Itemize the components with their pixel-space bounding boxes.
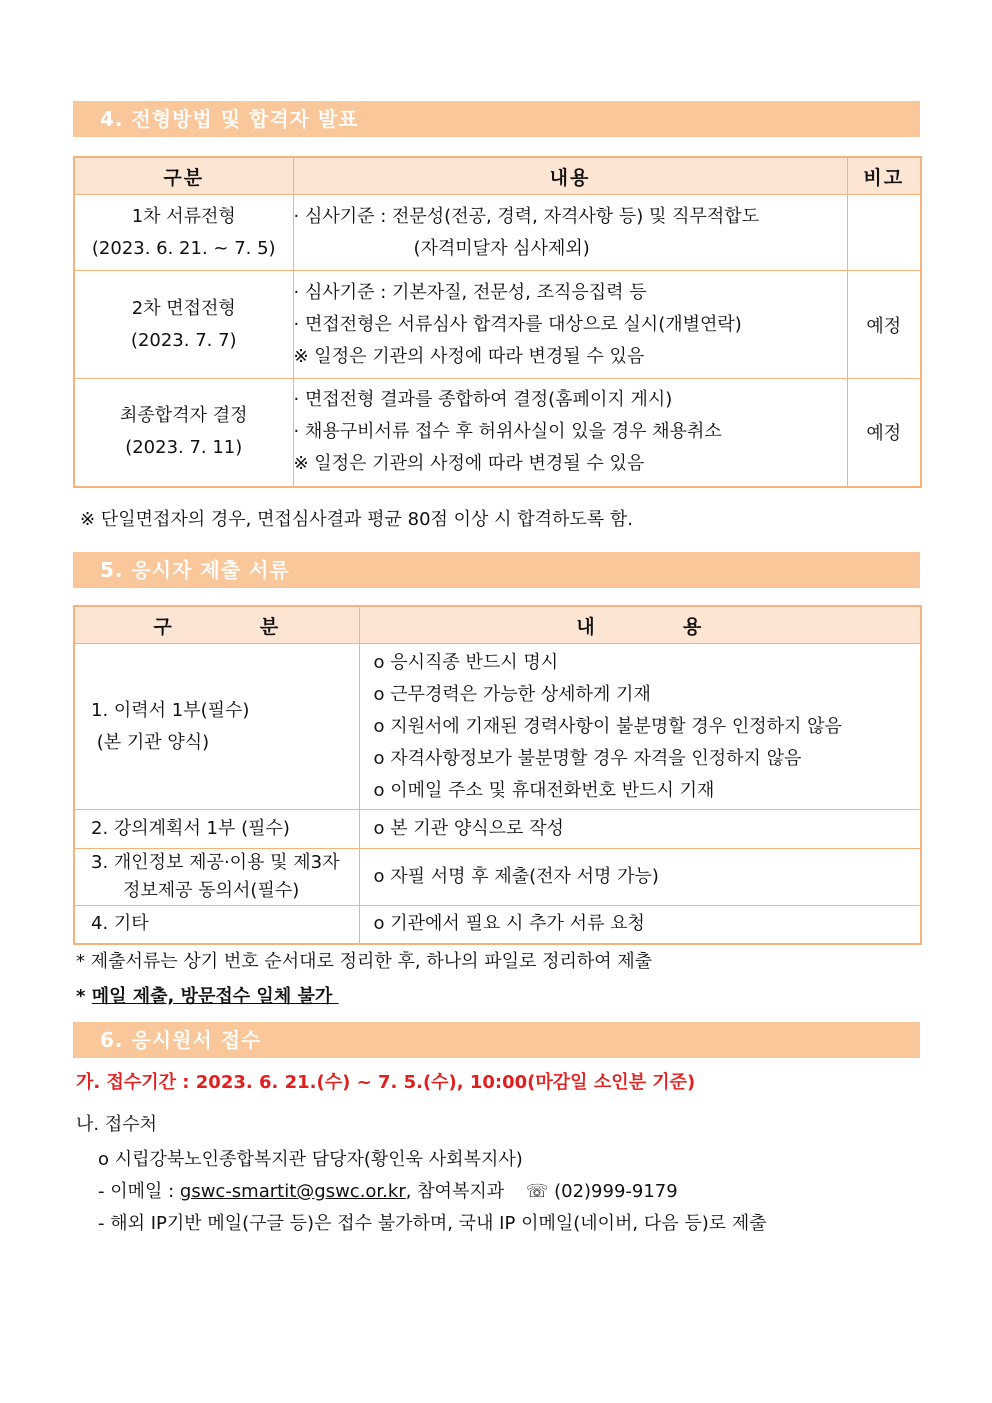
table-row	[74, 271, 921, 379]
content-line: ο 기관에서 필요 시 추가 서류 요청	[373, 913, 645, 935]
section5-note: * 제출서류는 상기 번호 순서대로 정리한 후, 하나의 파일로 정리하여 제출	[76, 951, 653, 972]
table-row	[74, 906, 921, 944]
content-line: ο 자격사항정보가 불분명할 경우 자격을 인정하지 않음	[373, 747, 802, 769]
item-label: 1. 이력서 1부(필수)	[91, 699, 250, 721]
content-line: (자격미달자 심사제외)	[413, 237, 590, 259]
table-row	[74, 849, 921, 906]
content-line: ο 이메일 주소 및 휴대전화번호 반드시 기재	[373, 779, 715, 801]
item-label: (본 기관 양식)	[91, 731, 210, 753]
stage-name: 최종합격자 결정	[120, 405, 248, 427]
contact-person: ο 시립강북노인종합복지관 담당자(황인욱 사회복지사)	[98, 1149, 523, 1170]
remark: 예정	[847, 379, 921, 487]
table-row	[74, 810, 921, 849]
warning-star: *	[76, 986, 92, 1007]
section4-title: 4. 전형방법 및 합격자 발표	[73, 101, 920, 137]
documents-table	[73, 605, 922, 945]
table-row	[74, 644, 921, 810]
content-line: ο 근무경력은 가능한 상세하게 기재	[373, 683, 651, 705]
stage-date: (2023. 7. 11)	[125, 437, 243, 459]
section5-title: 5. 응시자 제출 서류	[73, 552, 920, 588]
email-suffix: , 참여복지과	[405, 1181, 505, 1202]
content-line: · 심사기준 : 전문성(전공, 경력, 자격사항 등) 및 직무적합도	[293, 205, 760, 227]
header-content: 내 용	[359, 606, 921, 644]
item-label: 3. 개인정보 제공·이용 및 제3자	[91, 852, 340, 873]
table-row	[74, 379, 921, 487]
section4-note: ※ 단일면접자의 경우, 면접심사결과 평균 80점 이상 시 합격하도록 함.	[80, 509, 634, 530]
header-category: 구분	[74, 157, 293, 195]
item-label: 4. 기타	[91, 913, 149, 935]
content-line: ο 자필 서명 후 제출(전자 서명 가능)	[373, 866, 659, 887]
content-line: · 심사기준 : 기본자질, 전문성, 조직응집력 등	[293, 281, 647, 303]
content-line: · 면접전형 결과를 종합하여 결정(홈페이지 게시)	[293, 389, 673, 411]
email-link[interactable]: gswc-smartit@gswc.or.kr	[179, 1181, 406, 1202]
overseas-notice: - 해외 IP기반 메일(구글 등)은 접수 불가하며, 국내 IP 이메일(네이버, 다음 등)로 제출	[98, 1213, 767, 1234]
warning-text: 메일 제출, 방문접수 일체 불가	[91, 986, 339, 1007]
section5-warning	[76, 982, 339, 1008]
selection-table	[73, 156, 922, 488]
phone-icon: ☏	[525, 1181, 549, 1202]
content-line: ο 지원서에 기재된 경력사항이 불분명할 경우 인정하지 않음	[373, 715, 842, 737]
reception-label: 나. 접수처	[76, 1114, 157, 1135]
item-label: 정보제공 동의서(필수)	[123, 880, 300, 901]
phone-number: (02)999-9179	[554, 1181, 678, 1202]
remark: 예정	[847, 271, 921, 379]
content-line: · 채용구비서류 접수 후 허위사실이 있을 경우 채용취소	[293, 421, 722, 443]
section6-title: 6. 응시원서 접수	[73, 1022, 920, 1058]
header-remark: 비고	[847, 157, 921, 195]
stage-name: 2차 면접전형	[131, 297, 236, 319]
content-line: ※ 일정은 기관의 사정에 따라 변경될 수 있음	[293, 345, 645, 367]
remark	[847, 195, 921, 271]
content-line: ※ 일정은 기관의 사정에 따라 변경될 수 있음	[293, 453, 645, 475]
header-content: 내용	[293, 157, 847, 195]
email-line	[98, 1177, 678, 1203]
table-row	[74, 195, 921, 271]
content-line: ο 본 기관 양식으로 작성	[373, 818, 564, 839]
stage-name: 1차 서류전형	[131, 205, 236, 227]
application-period: 가. 접수기간 : 2023. 6. 21.(수) ~ 7. 5.(수), 10:00(마감일 소인분 기준)	[76, 1072, 696, 1093]
content-line: ο 응시직종 반드시 명시	[373, 651, 559, 673]
stage-date: (2023. 7. 7)	[130, 329, 237, 351]
header-category: 구 분	[74, 606, 359, 644]
email-prefix: - 이메일 :	[98, 1181, 180, 1202]
stage-date: (2023. 6. 21. ~ 7. 5)	[91, 237, 276, 259]
item-label: 2. 강의계획서 1부 (필수)	[91, 818, 290, 839]
content-line: · 면접전형은 서류심사 합격자를 대상으로 실시(개별연락)	[293, 313, 742, 335]
